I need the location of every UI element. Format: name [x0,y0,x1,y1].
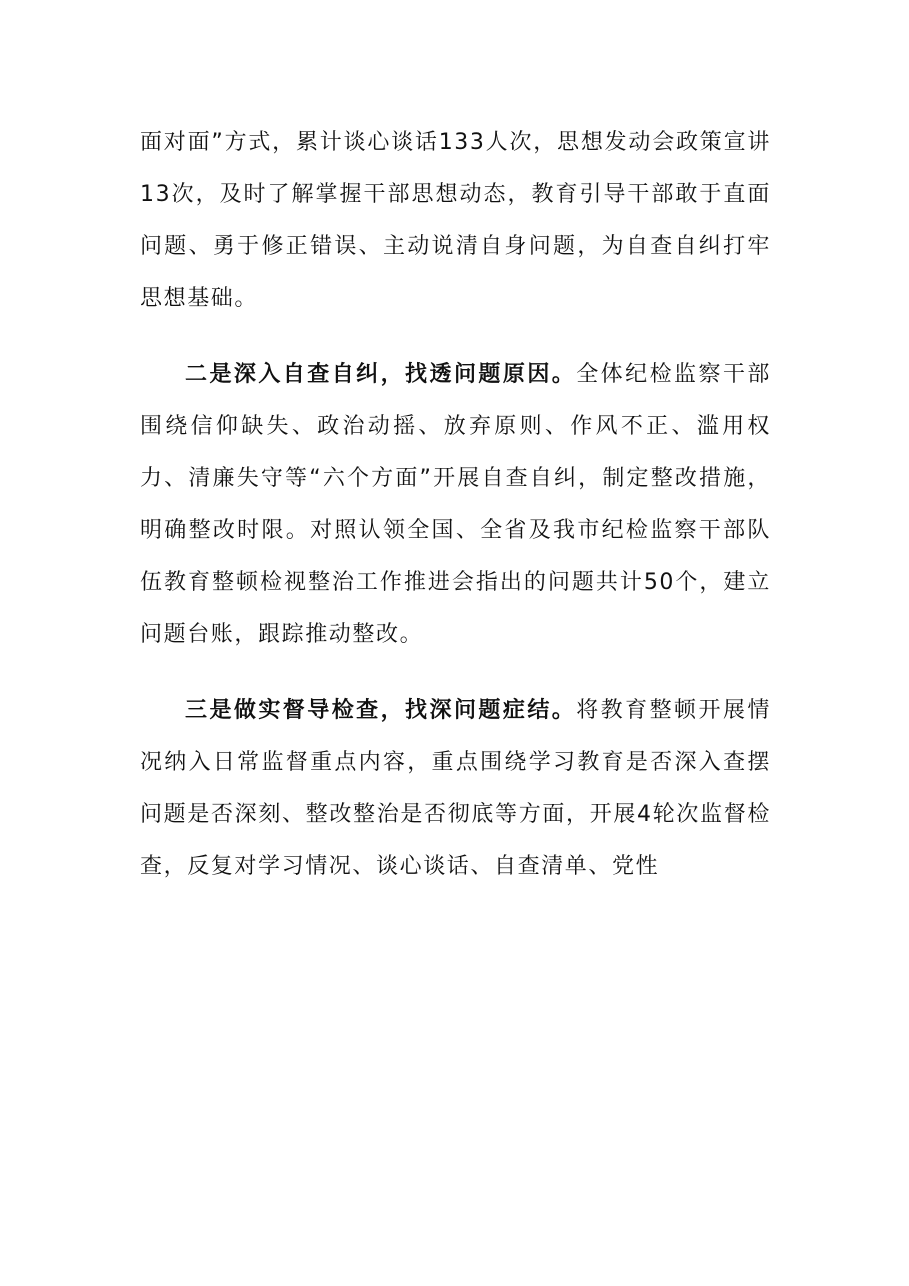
document-body [140,117,771,893]
paragraph-text: 将教育整顿开展情况纳入日常监督重点内容，重点围绕学习教育是否深入查摆问题是否深刻、整改整治是否彻底等方面，开展4轮次监督检查，反复对学习情况、谈心谈话、自查清单、党性 [140,698,771,879]
paragraph-continuation [140,117,771,325]
paragraph-lead: 三是做实督导检查，找深问题症结。 [185,698,577,723]
paragraph-self-inspection [140,349,771,661]
paragraph-text: 全体纪检监察干部围绕信仰缺失、政治动摇、放弃原则、作风不正、滥用权力、清廉失守等“六个方面”开展自查自纠，制定整改措施，明确整改时限。对照认领全国、全省及我市纪检监察干部队伍教育整顿检视整治工作推进会指出的问题共计50个，建立问题台账，跟踪推动整改。 [140,362,771,647]
paragraph-text: 面对面”方式，累计谈心谈话133人次，思想发动会政策宣讲13次，及时了解掌握干部思想动态，教育引导干部敢于直面问题、勇于修正错误、主动说清自身问题，为自查自纠打牢思想基础。 [140,130,771,311]
paragraph-lead: 二是深入自查自纠，找透问题原因。 [185,362,577,387]
paragraph-supervision [140,685,771,893]
